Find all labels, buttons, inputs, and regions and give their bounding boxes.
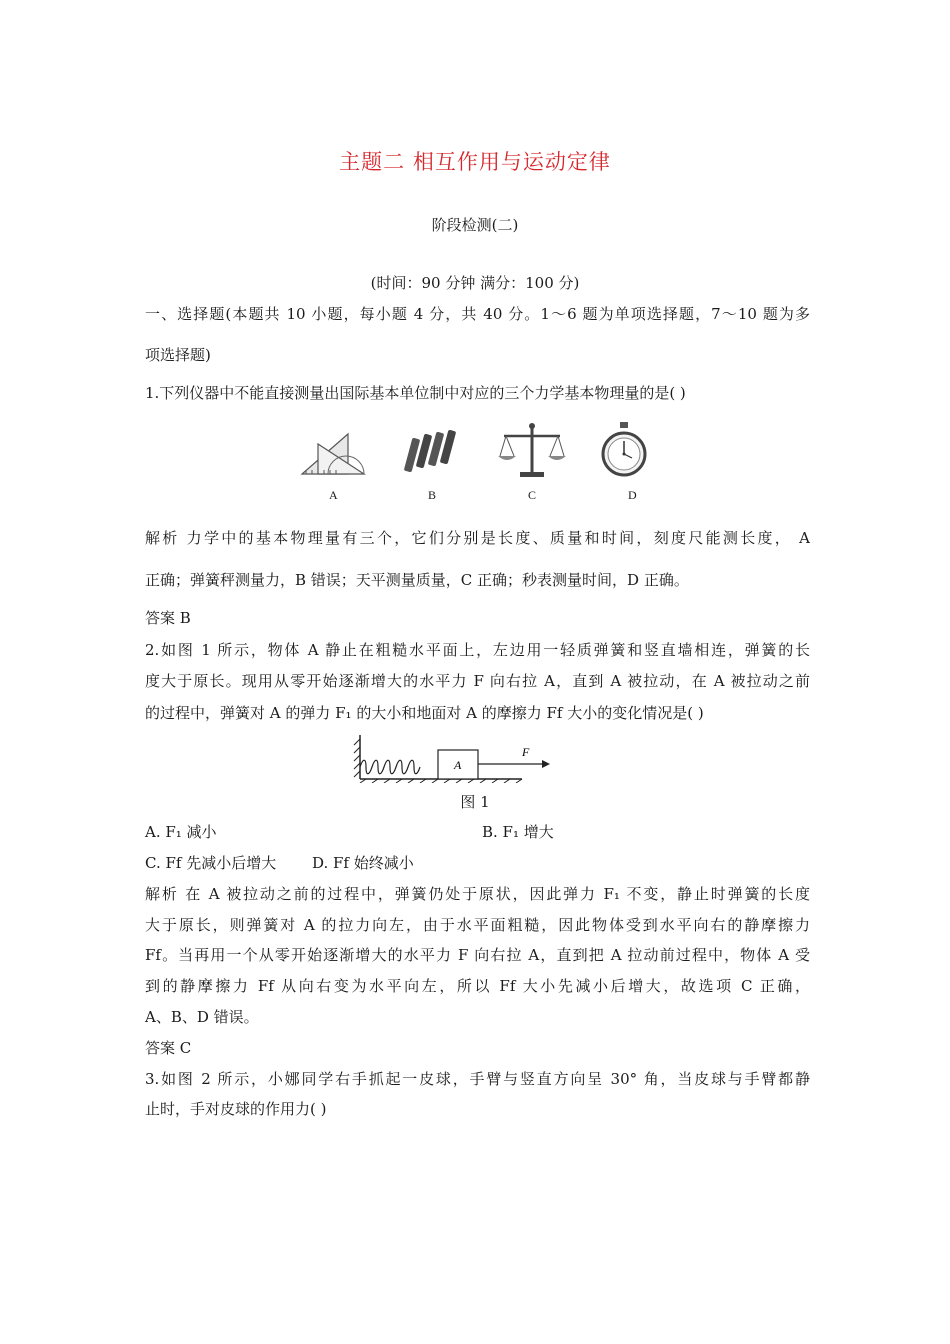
time-info: (时间：90 分钟 满分：100 分) <box>370 274 580 292</box>
page-title: 主题二 相互作用与运动定律 <box>339 150 611 174</box>
question-2-answer: 答案 C <box>145 1039 192 1057</box>
question-3-stem: 止时，手对皮球的作用力( ) <box>145 1100 327 1118</box>
question-2-option-d: D. Ff 始终减小 <box>312 854 414 872</box>
question-2-option-b: B. F₁ 增大 <box>482 823 554 841</box>
question-2-stem: 的过程中，弹簧对 A 的弹力 F₁ 的大小和地面对 A 的摩擦力 Ff 大小的变化情况是( ) <box>145 704 704 722</box>
spring-scale-icon <box>404 428 460 478</box>
option-label-a: A <box>329 488 338 502</box>
option-label-b: B <box>428 488 437 502</box>
option-label-d: D <box>628 488 637 502</box>
question-1-analysis: 正确；弹簧秤测量力，B 错误；天平测量质量，C 正确；秒表测量时间，D 正确。 <box>145 571 689 589</box>
balance-scale-icon <box>496 420 568 480</box>
question-2-option-a: A. F₁ 减小 <box>145 823 217 841</box>
question-2-stem: 2.如图 1 所示，物体 A 静止在粗糙水平面上，左边用一轻质弹簧和竖直墙相连，弹簧的长 <box>145 641 810 659</box>
question-2-analysis: A、B、D 错误。 <box>145 1008 259 1026</box>
question-2-analysis: 大于原长，则弹簧对 A 的拉力向左，由于水平面粗糙，因此物体受到水平向右的静摩擦力 <box>145 916 810 934</box>
page-subtitle: 阶段检测(二) <box>431 216 519 234</box>
option-label-c: C <box>528 488 537 502</box>
section-instructions-line: 项选择题) <box>145 346 211 364</box>
question-2-analysis: 到的静摩擦力 Ff 从向右变为水平向左，所以 Ff 大小先减小后增大，故选项 C 正确， <box>145 977 810 995</box>
figure-block-label: A <box>454 758 462 772</box>
figure-force-label: F <box>522 745 530 759</box>
figure-1-caption: 图 1 <box>460 793 490 811</box>
question-2-analysis: Ff。当再用一个从零开始逐渐增大的水平力 F 向右拉 A，直到把 A 拉动前过程中，物体 A 受 <box>145 946 810 964</box>
question-2-option-c: C. Ff 先减小后增大 <box>145 854 277 872</box>
section-instructions-line: 一、选择题(本题共 10 小题，每小题 4 分，共 40 分。1～6 题为单项选择题，7～10 题为多 <box>145 305 810 323</box>
figure-1-diagram <box>352 733 552 783</box>
question-1-answer: 答案 B <box>145 609 191 627</box>
question-1-stem: 1.下列仪器中不能直接测量出国际基本单位制中对应的三个力学基本物理量的是( ) <box>145 384 686 402</box>
question-2-analysis: 解析 在 A 被拉动之前的过程中，弹簧仍处于原状，因此弹力 F₁ 不变，静止时弹簧的长度 <box>145 885 810 903</box>
question-3-stem: 3.如图 2 所示，小娜同学右手抓起一皮球，手臂与竖直方向呈 30° 角，当皮球与手臂都静 <box>145 1070 810 1088</box>
ruler-set-icon <box>298 430 370 476</box>
question-1-analysis: 解析 力学中的基本物理量有三个，它们分别是长度、质量和时间，刻度尺能测长度， A <box>145 529 810 547</box>
stopwatch-icon <box>600 420 648 480</box>
question-2-stem: 度大于原长。现用从零开始逐渐增大的水平力 F 向右拉 A，直到 A 被拉动，在 A 被拉动之前 <box>145 672 810 690</box>
